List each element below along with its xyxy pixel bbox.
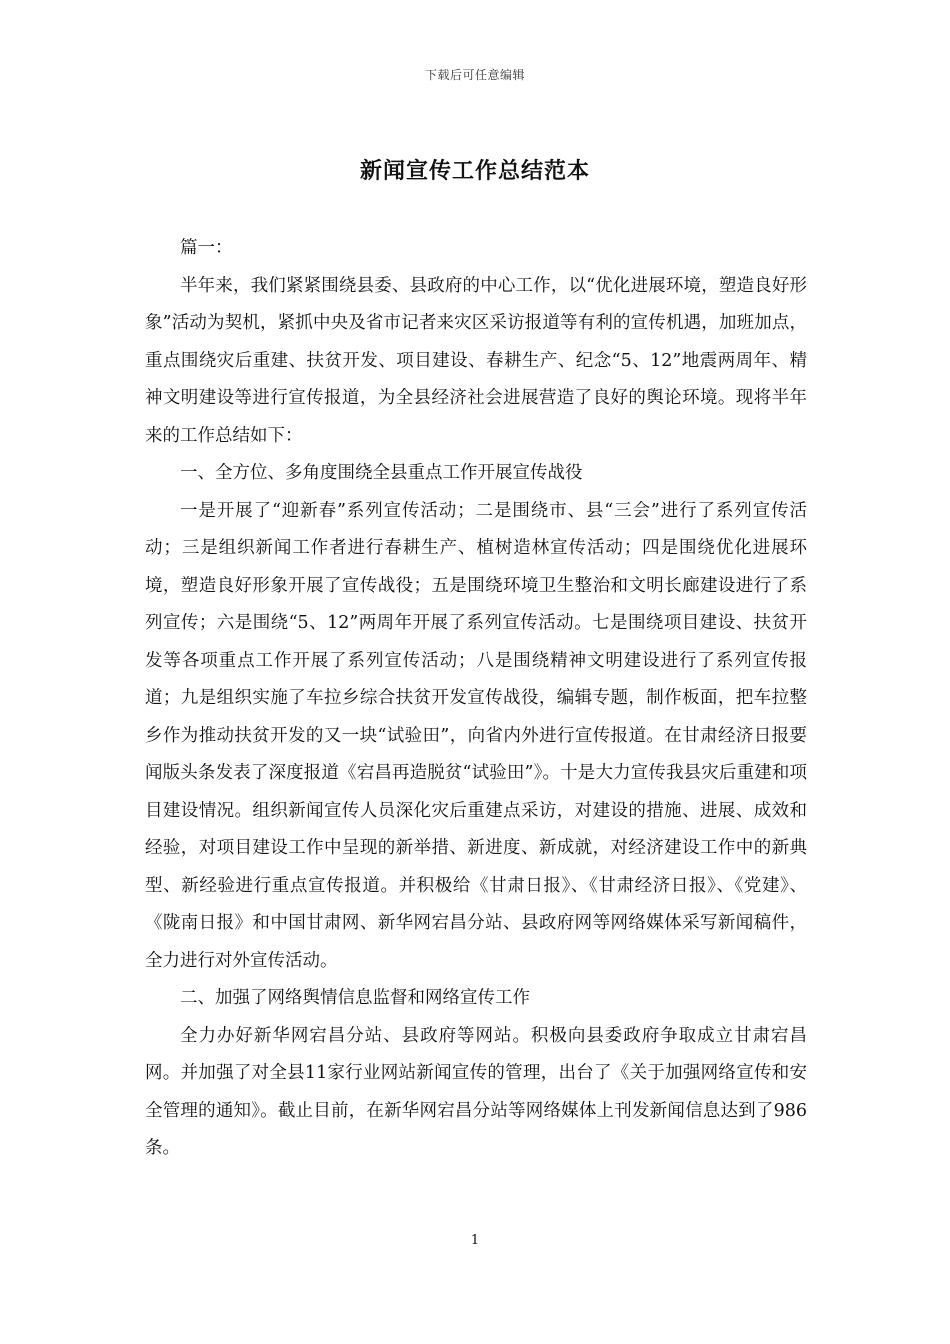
- document-body: [145, 230, 807, 1168]
- document-title: 新闻宣传工作总结范本: [359, 158, 590, 184]
- section-heading-1: 一、全方位、多角度围绕全县重点工作开展宣传战役: [180, 463, 583, 483]
- body-paragraph-1: 一是开展了“迎新春”系列宣传活动；二是围绕市、县“三会”进行了系列宣传活动；三是组织新闻工作者进行春耕生产、植树造林宣传活动；四是围绕优化进展环境，塑造良好形象开展了宣传战役；五是围绕环境卫生整治和文明长廊建设进行了系列宣传；六是围绕“5、12”两周年开展了系列宣传活动。七是围绕项目建设、扶贫开发等各项重点工作开展了系列宣传活动；八是围绕精神文明建设进行了系列宣传报道；九是组织实施了车拉乡综合扶贫开发宣传战役，编辑专题，制作板面，把车拉整乡作为推动扶贫开发的又一块“试验田”，向省内外进行宣传报道。在甘肃经济日报要闻版头条发表了深度报道《宕昌再造脱贫“试验田”》。十是大力宣传我县灾后重建和项目建设情况。组织新闻宣传人员深化灾后重建点采访，对建设的措施、进展、成效和经验，对项目建设工作中呈现的新举措、新进度、新成就，对经济建设工作中的新典型、新经验进行重点宣传报道。并积极给《甘肃日报》、《甘肃经济日报》、《党建》、《陇南日报》和中国甘肃网、新华网宕昌分站、县政府网等网络媒体采写新闻稿件，全力进行对外宣传活动。: [145, 500, 807, 971]
- section-heading-2: 二、加强了网络舆情信息监督和网络宣传工作: [180, 988, 530, 1008]
- page-number: 1: [470, 1233, 480, 1248]
- section-label: 篇一：: [180, 238, 233, 258]
- header-note: 下载后可任意编辑: [424, 68, 525, 82]
- body-paragraph-2: 全力办好新华网宕昌分站、县政府等网站。积极向县委政府争取成立甘肃宕昌网。并加强了对全县11家行业网站新闻宣传的管理，出台了《关于加强网络宣传和安全管理的通知》。截止目前，在新华网宕昌分站等网络媒体上刊发新闻信息达到了986条。: [145, 1025, 807, 1158]
- intro-paragraph: 半年来，我们紧紧围绕县委、县政府的中心工作，以“优化进展环境，塑造良好形象”活动为契机，紧抓中央及省市记者来灾区采访报道等有利的宣传机遇，加班加点，重点围绕灾后重建、扶贫开发、项目建设、春耕生产、纪念“5、12”地震两周年、精神文明建设等进行宣传报道，为全县经济社会进展营造了良好的舆论环境。现将半年来的工作总结如下：: [145, 275, 807, 446]
